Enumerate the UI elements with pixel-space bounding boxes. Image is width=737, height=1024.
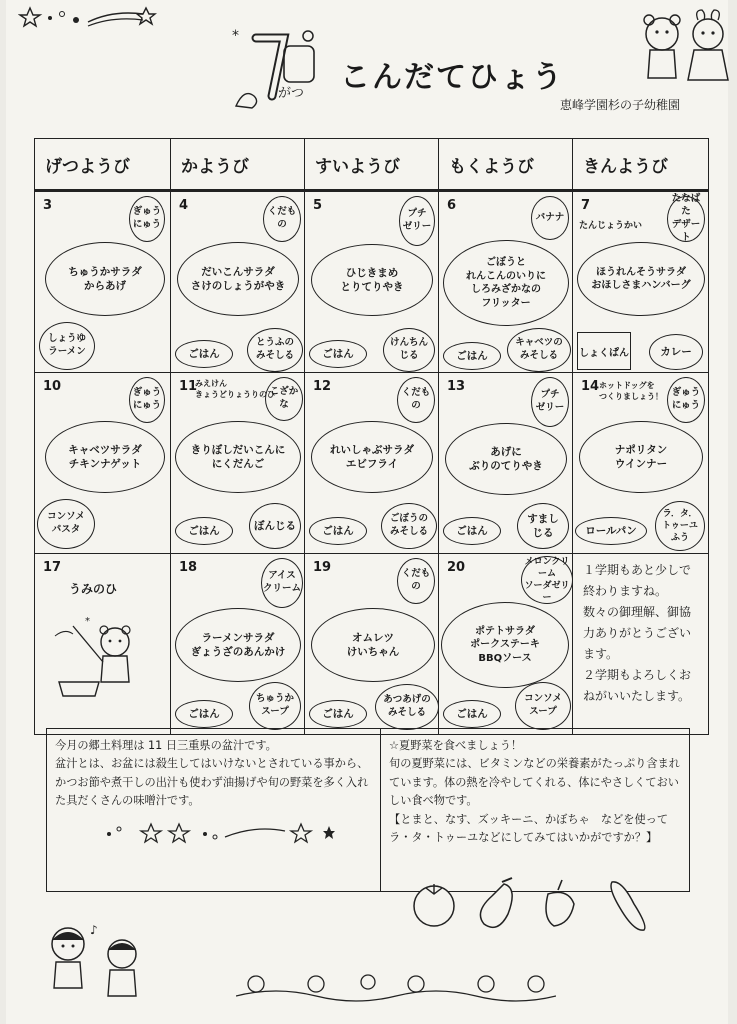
- day-cell: [35, 191, 171, 373]
- day-header: もくようび: [439, 139, 573, 191]
- staple-item: ごはん: [309, 517, 367, 545]
- school-name: 恵峰学園杉の子幼稚園: [560, 98, 681, 112]
- tomato-icon: [414, 884, 454, 926]
- bear-icon: [49, 612, 159, 702]
- day-cell: [305, 191, 439, 373]
- day-cell: [171, 373, 305, 554]
- date-number: 3: [43, 198, 53, 213]
- staple-item: ごはん: [443, 700, 501, 728]
- soup-item: すまし じる: [517, 503, 569, 549]
- vegetables-illustration: [408, 874, 668, 936]
- main-dish: ちゅうかサラダ からあげ: [45, 242, 165, 316]
- main-dish: きりぼしだいこんに にくだんご: [175, 421, 301, 493]
- staple-item: ごはん: [175, 340, 233, 368]
- staple-item: ごはん: [443, 517, 501, 545]
- extra-item: プチ ゼリー: [531, 377, 569, 427]
- day-cell: [171, 554, 305, 735]
- event-label: みえけん きょうどりょうりのひ: [195, 379, 275, 399]
- day-cell: [439, 373, 573, 554]
- pepper-icon: [546, 880, 574, 926]
- extra-item: メロンクリーム ソーダゼリー: [521, 556, 573, 604]
- date-number: 13: [447, 379, 466, 394]
- menu-calendar: [34, 138, 709, 735]
- day-cell: [35, 373, 171, 554]
- day-cell: [305, 554, 439, 735]
- extra-item: こざかな: [265, 377, 303, 421]
- main-dish: ナポリタン ウインナー: [579, 421, 703, 493]
- staple-item: ごはん: [175, 700, 233, 728]
- vegetable-note: [381, 729, 689, 891]
- extra-item: アイス クリーム: [261, 558, 303, 608]
- date-number: 4: [179, 198, 189, 213]
- date-number: 19: [313, 560, 332, 575]
- curry-item: カレー: [649, 334, 703, 370]
- day-header: かようび: [171, 139, 305, 191]
- day-cell: [305, 373, 439, 554]
- day-cell: [35, 554, 171, 735]
- star-icon: [105, 821, 335, 847]
- main-dish: れいしゃぶサラダ エビフライ: [311, 421, 433, 493]
- side-item: しょうゆ ラーメン: [39, 322, 95, 370]
- month-seven-icon: [226, 26, 336, 116]
- extra-item: プチ ゼリー: [399, 196, 435, 246]
- month-badge: がつ: [278, 86, 305, 101]
- main-dish: あげに ぶりのてりやき: [445, 423, 567, 495]
- local-cuisine-note: [47, 729, 381, 891]
- extra-item: くだもの: [397, 377, 435, 423]
- day-cell: [439, 554, 573, 735]
- day-header: すいようび: [305, 139, 439, 191]
- extra-item: くだもの: [397, 558, 435, 604]
- soup-item: ラ．タ． トゥーユ ふう: [655, 501, 705, 551]
- vegetable-note-title: ☆夏野菜を食べましょう！: [389, 739, 523, 752]
- main-dish: ほうれんそうサラダ おほしさまハンバーグ: [577, 242, 705, 316]
- date-number: 20: [447, 560, 466, 575]
- date-number: 17: [43, 560, 62, 575]
- svg-text:*: *: [85, 616, 90, 627]
- border-decoration: [236, 966, 556, 1006]
- main-dish: ひじきまめ とりてりやき: [311, 244, 433, 316]
- date-number: 18: [179, 560, 198, 575]
- child-icon: [40, 920, 160, 1004]
- extra-item: くだもの: [263, 196, 301, 242]
- cucumber-icon: [611, 882, 645, 930]
- staple-item: ごはん: [309, 340, 367, 368]
- main-dish: キャベツサラダ チキンナゲット: [45, 421, 165, 493]
- date-number: 14: [581, 379, 600, 394]
- staple-item: ごはん: [175, 517, 233, 545]
- extra-item: バナナ: [531, 196, 569, 240]
- day-cell: [171, 191, 305, 373]
- date-number: 7: [581, 198, 591, 213]
- staple-item: ロールパン: [575, 517, 647, 545]
- date-number: 6: [447, 198, 457, 213]
- day-cell: [439, 191, 573, 373]
- main-dish: だいこんサラダ さけのしょうがやき: [177, 242, 299, 316]
- main-dish: ポテトサラダ ポークステーキ BBQソース: [441, 602, 569, 688]
- page-title: こんだてひょう: [340, 60, 564, 95]
- staple-item: ごはん: [309, 700, 367, 728]
- soup-item: けんちん じる: [383, 328, 435, 372]
- soup-item: コンソメ スープ: [515, 682, 571, 730]
- date-number: 5: [313, 198, 323, 213]
- main-dish: ラーメンサラダ ぎょうざのあんかけ: [175, 608, 301, 682]
- soup-item: ちゅうか スープ: [249, 682, 301, 730]
- extra-item: たなばた デザート: [667, 196, 705, 242]
- main-dish: ごぼうと れんこんのいりに しろみざかなの フリッター: [443, 240, 569, 326]
- vegetable-note-text: 旬の夏野菜には、ビタミンなどの栄養素がたっぷり含まれています。体の熱を冷やしてくれる、体にやさしくておいしい食べ物です。 【とまと、なす、ズッキーニ、かぼちゃ などを使ってラ・タ・トゥーユなどにしてみてはいかがですか？】: [389, 757, 680, 845]
- note-cell: [573, 554, 709, 735]
- eggplant-icon: [480, 878, 512, 927]
- main-dish: オムレツ けいちゃん: [311, 608, 435, 682]
- side-item: コンソメ パスタ: [37, 499, 95, 549]
- closing-note: １学期もあと少しで 終わりますね。 数々の御理解、御協 力ありがとうござい ます。 ２学期もよろしくお ねがいいたします。: [583, 563, 692, 703]
- event-label: たんじょうかい: [579, 221, 643, 231]
- soup-item: ごぼうの みそしる: [381, 503, 437, 549]
- holiday-label: うみのひ: [69, 582, 118, 596]
- bear-icon: [636, 8, 734, 84]
- local-cuisine-text: 今月の郷土料理は 11 日三重県の盆汁です。 盆汁とは、お盆には殺生してはいけないとされている事から、かつお節や煮干しの出汁も使わず油揚げや旬の野菜を多く入れた具だくさんの味噌汁です。: [55, 739, 369, 808]
- staple-item: ごはん: [443, 342, 501, 370]
- extra-item: ぎゅう にゅう: [129, 196, 165, 242]
- date-number: 11: [179, 379, 198, 394]
- date-number: 12: [313, 379, 332, 394]
- star-icon: [18, 4, 158, 34]
- soup-item: ぼんじる: [249, 503, 301, 549]
- day-header: げつようび: [35, 139, 171, 191]
- date-number: 10: [43, 379, 62, 394]
- svg-text:♪: ♪: [90, 923, 98, 937]
- event-label: ホットドッグを つくりましょう！: [599, 381, 663, 401]
- extra-item: ぎゅう にゅう: [129, 377, 165, 423]
- day-cell: [573, 373, 709, 554]
- svg-text:*: *: [232, 28, 239, 44]
- extra-item: ぎゅう にゅう: [667, 377, 705, 423]
- day-cell: [573, 191, 709, 373]
- soup-item: キャベツの みそしる: [507, 328, 571, 372]
- soup-item: とうふの みそしる: [247, 328, 303, 372]
- staple-item: しょくぱん: [577, 332, 631, 370]
- info-box: [46, 728, 690, 892]
- day-header: きんようび: [573, 139, 709, 191]
- soup-item: あつあげの みそしる: [375, 684, 439, 730]
